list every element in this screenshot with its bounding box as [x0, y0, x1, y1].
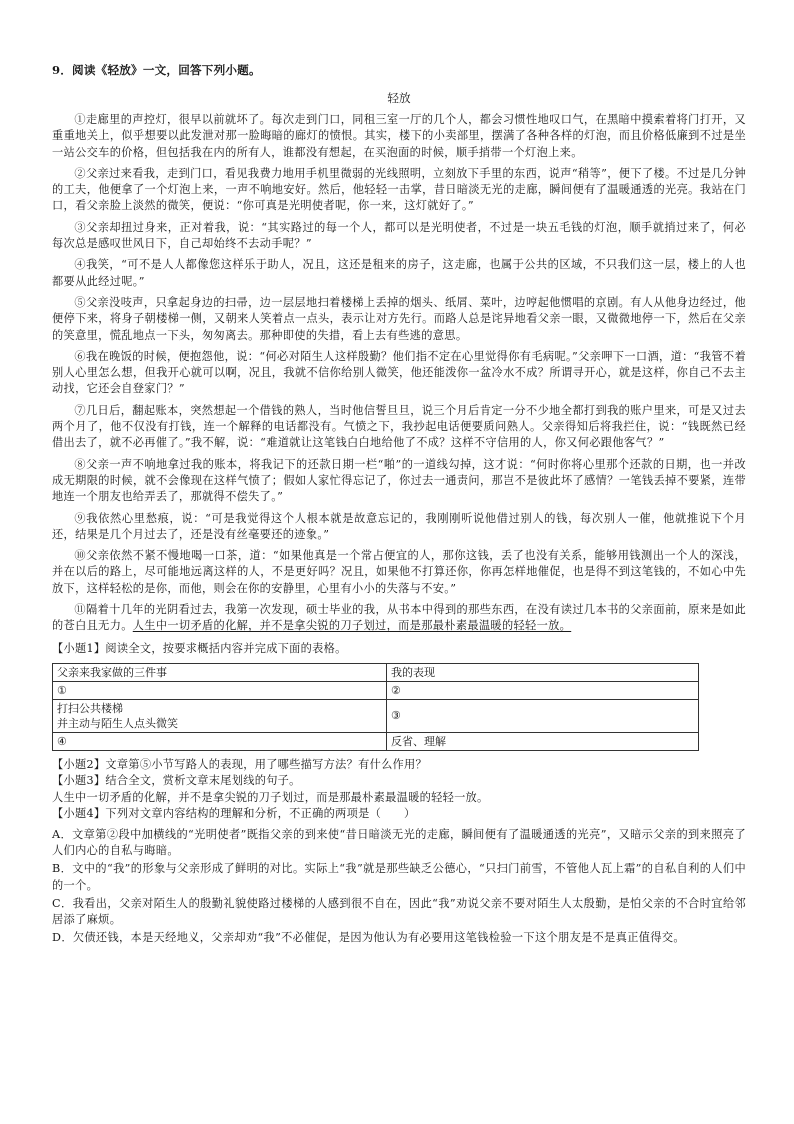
question-title: 9．阅读《轻放》一文，回答下列小题。 — [52, 63, 261, 77]
option-b: B．文中的“我”的形象与父亲形成了鲜明的对比。实际上“我”就是那些缺乏公德心，“只扫门前雪，不管他人瓦上霜”的自私自利的人们中的一个。 — [52, 862, 746, 892]
option-d: D．欠债还钱，本是天经地义，父亲却劝“我”不必催促，是因为他认为有必要用这笔钱检验一下这个朋友是不是真正值得交。 — [52, 931, 685, 945]
question-2: 【小题2】文章第⑤小节写路人的表现，用了哪些描写方法？有什么作用？ — [52, 757, 428, 771]
paragraph-11-text: ⑪隔着十几年的光阴看过去，我第一次发现，硕士毕业的我，从书本中得到的那些东西，在没有读过几本书的父亲面前，原来是如此的苍白且无力。 — [52, 603, 746, 633]
table-cell: ④ — [53, 732, 387, 750]
paragraph-6: ⑥我在晚饭的时候，便抱怨他，说：“何必对陌生人这样殷勤？他们指不定在心里觉得你有毛病呢。”父亲呷下一口酒，道：“我管不着别人心里怎么想，但我开心就可以啊，况且，我就不信你给别人微笑，他还能泼你一盆冷水不成？所谓寻开心，就是这样，你自己不去主动找，它还会自登家门？” — [52, 349, 746, 396]
paragraph-11 — [52, 602, 746, 635]
table-header-cell: 我的表现 — [387, 663, 699, 681]
question-3: 【小题3】结合全文，赏析文章末尾划线的句子。 — [52, 774, 301, 788]
article-title: 轻放 — [387, 91, 411, 105]
paragraph-9: ⑨我依然心里愁痕，说：“可是我觉得这个人根本就是故意忘记的，我刚刚听说他借过别人的钱，每次别人一催，他就推说下个月还，结果是几个月过去了，还是没有丝毫要还的迹象。” — [52, 511, 746, 541]
table-cell: 打扫公共楼梯 并主动与陌生人点头微笑 — [53, 699, 387, 732]
paragraph-4: ④我笑，“可不是人人都像您这样乐于助人，况且，这还是租来的房子，这走廊，也属于公共的区域，不只我们这一层，楼上的人也都要从此经过呢。” — [52, 258, 746, 288]
table-cell: ① — [53, 681, 387, 699]
article-body — [52, 112, 746, 635]
document-page — [52, 58, 746, 949]
paragraph-2: ②父亲过来看我，走到门口，看见我费力地用手机里微弱的光线照明，立刻放下手里的东西，说声“稍等”，便下了楼。不过是几分钟的工夫，他便拿了一个灯泡上来，一声不响地安好。然后，他轻轻一击掌，昔日暗淡无光的走廊，瞬间便有了温暖通透的光亮。我站在门口，看父亲脸上淡然的微笑，便说：“你可真是光明使者呢，你一来，这灯就好了。” — [52, 166, 746, 213]
table-row — [53, 681, 699, 699]
summary-table — [52, 663, 699, 751]
table-cell: 反省、理解 — [387, 732, 699, 750]
option-a: A．文章第②段中加横线的“光明使者”既指父亲的到来使“昔日暗淡无光的走廊，瞬间便有了温暖通透的光亮”，又暗示父亲的到来照亮了人们内心的自私与晦暗。 — [52, 827, 746, 857]
paragraph-8: ⑧父亲一声不响地拿过我的账本，将我记下的还款日期一栏“啪”的一道线勾掉，这才说：“何时你将心里那个还款的日期，也一并改成无期限的时候，就不会像现在这样气愤了；假如人家忙得忘记了，你过去一通责问，那岂不是彼此坏了感情？一笔钱丢掉不要紧，连带地连一个朋友也给弄丢了，那就得不偿失了。” — [52, 457, 746, 504]
table-header-row — [53, 663, 699, 681]
table-cell: ② — [387, 681, 699, 699]
paragraph-3: ③父亲却扭过身来，正对着我，说：“其实路过的每一个人，都可以是光明使者，不过是一块五毛钱的灯泡，顺手就捎过来了，何必每次总是感叹世风日下，自己却始终不去动手呢？” — [52, 220, 746, 251]
paragraph-1: ①走廊里的声控灯，很早以前就坏了。每次走到门口，同租三室一厅的几个人，都会习惯性地叹口气，在黑暗中摸索着将门打开，又重重地关上，似乎想要以此发泄对那一脸晦暗的廊灯的愤恨。其实，楼下的小卖部里，摆满了各种各样的灯泡，而且价格低廉到不过是坐一站公交车的价格，但包括我在内的所有人，谁都没有想起，在买泡面的时候，顺手捎带一个灯泡上来。 — [52, 113, 746, 159]
paragraph-5: ⑤父亲没吱声，只拿起身边的扫帚，边一层层地扫着楼梯上丢掉的烟头、纸屑、菜叶，边哼起他惯唱的京剧。有人从他身边经过，他便停下来，将身子朝楼梯一侧，又朝来人笑着点一点头，表示让对方先行。而路人总是诧异地看父亲一眼，又微微地停一下，然后在父亲的笑意里，慌乱地点一下头，匆匆离去。那种即使的失措，看上去有些逃的意思。 — [52, 295, 746, 342]
paragraph-7: ⑦几日后，翻起账本，突然想起一个借钱的熟人，当时他信誓旦旦，说三个月后肯定一分不少地全都打到我的账户里来，可是又过去两个月了，他不仅没有打钱，连一个解释的电话都没有。气愤之下，我抄起电话便要质问熟人。父亲得知后将我拦住，说：“钱既然已经借出去了，就不必再催了。”我不解，说：“难道就让这笔钱白白地给他了不成？这样不守信用的人，你又何必跟他客气？” — [52, 403, 746, 450]
table-header-cell: 父亲来我家做的三件事 — [53, 663, 387, 681]
option-c: C．我看出，父亲对陌生人的殷勤礼貌使路过楼梯的人感到很不自在，因此“我”劝说父亲不要对陌生人太殷勤，是怕父亲的不合时宜给邻居添了麻烦。 — [52, 896, 746, 927]
question-4: 【小题4】下列对文章内容结构的理解和分析，不正确的两项是（ ） — [52, 807, 416, 821]
table-cell: ③ — [387, 699, 699, 732]
table-row — [53, 699, 699, 732]
question-3-quote: 人生中一切矛盾的化解，并不是拿尖锐的刀子划过，而是那最朴素最温暖的轻轻一放。 — [52, 790, 489, 804]
question-1: 【小题1】阅读全文，按要求概括内容并完成下面的表格。 — [52, 641, 347, 655]
paragraph-10: ⑩父亲依然不紧不慢地喝一口茶，道：“如果他真是一个常占便宜的人，那你这钱，丢了也没有关系，能够用钱测出一个人的深浅，并在以后的路上，尽可能地远离这样的人，不是更好吗？况且，如果他不打算还你，你再怎样地催促，也是得不到这笔钱的，不如心中先放下，这样轻松的是你，而他，则会在你的安静里，心里有小小的失落与不安。” — [52, 549, 746, 595]
underlined-sentence: 人生中一切矛盾的化解，并不是拿尖锐的刀子划过，而是那最朴素最温暖的轻轻一放。 — [132, 619, 572, 633]
table-row — [53, 732, 699, 750]
